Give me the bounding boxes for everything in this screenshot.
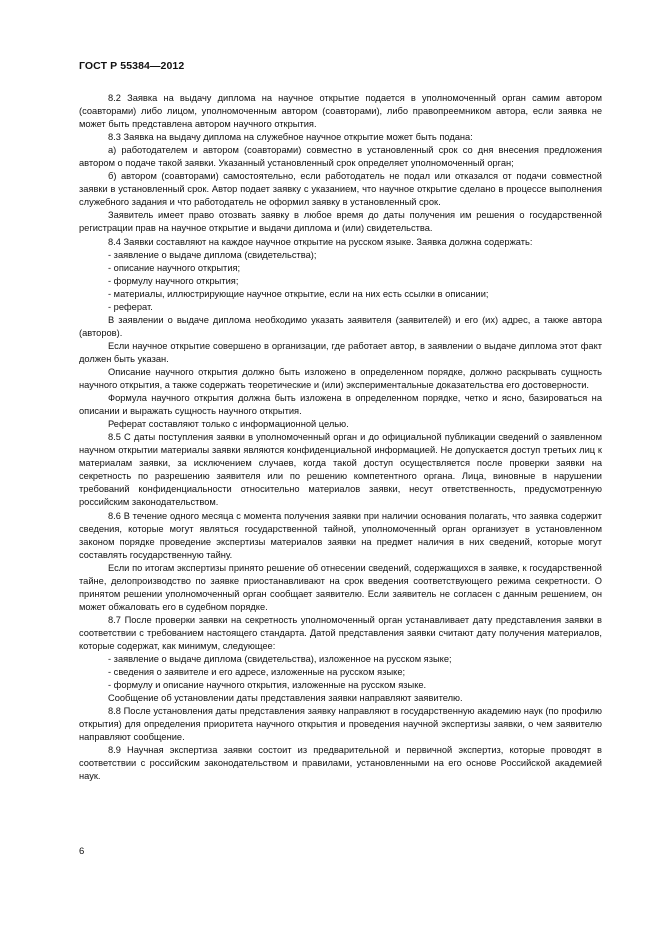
paragraph-description: Описание научного открытия должно быть изложено в определенном порядке, должно раскрывать сущность научного открытия, а также содержать теоретические и (или) экспериментальные доказательства его достоверности.: [79, 366, 602, 391]
paragraph-8-3: 8.3 Заявка на выдачу диплома на служебное научное открытие может быть подана:: [108, 132, 473, 143]
list-item: - формулу и описание научного открытия, изложенные на русском языке.: [108, 680, 427, 691]
paragraph-8-7: 8.7 После проверки заявки на секретность уполномоченный орган устанавливает дату представления заявки в соответствии с требованием настоящего стандарта. Датой представления заявки считают дату получения материалов, которые содержат, как минимум, следующее:: [79, 614, 602, 651]
standard-header: ГОСТ Р 55384—2012: [79, 60, 185, 72]
paragraph-8-3-b: б) автором (соавторами) самостоятельно, если работодатель не подал или отказался от подачи совместной заявки в установленный срок. Автор подает заявку с указанием, что научное открытие сделано в процессе выполнения служебного задания и что работодатель не оформил заявку в установленный срок.: [79, 171, 602, 208]
paragraph-8-3-a: а) работодателем и автором (соавторами) совместно в установленный срок со дня внесения предложения автором о подаче такой заявки. Указанный установленный срок определяет уполномоченный орган;: [79, 145, 602, 169]
paragraph-formula: Формула научного открытия должна быть изложена в определенном порядке, четко и ясно, базироваться на описании и выражать сущность научного открытия.: [79, 393, 602, 417]
paragraph-8-5: 8.5 С даты поступления заявки в уполномоченный орган и до официальной публикации сведений о заявленном научном открытии материалы заявки являются конфиденциальной информацией. Не допускается доступ третьих лиц к материалам заявки, за исключением случаев, когда такой доступ осуществляется после проверки заявки на секретность по разрешению заявителя или по решению компетентного органа. Лица, виновные в нарушении требований конфиденциальности относительно материалов заявки, несут ответственность, предусмотренную российским законодательством.: [79, 432, 602, 508]
list-item: - реферат.: [108, 301, 153, 312]
list-item: - формулу научного открытия;: [108, 275, 239, 286]
paragraph-8-6: 8.6 В течение одного месяца с момента получения заявки при наличии основания полагать, что заявка содержит сведения, которые могут являться государственной тайной, уполномоченный орган организует в установленном законом порядке проведение экспертизы материалов заявки на предмет наличия в них сведений, которые могут составлять государственную тайну.: [79, 510, 602, 560]
paragraph-organization: Если научное открытие совершено в организации, где работает автор, в заявлении о выдаче диплома этот факт должен быть указан.: [79, 340, 602, 364]
paragraph-secrecy: Если по итогам экспертизы принято решение об отнесении сведений, содержащихся в заявке, к государственной тайне, делопроизводство по заявке приостанавливают на срок введения соответствующего режима секретности. О принятом решении уполномоченный орган сообщает заявителю. Если заявитель не согласен с данным решением, он может обжаловать его в судебном порядке.: [79, 562, 602, 612]
document-body: [79, 92, 602, 783]
list-item: - заявление о выдаче диплома (свидетельства), изложенное на русском языке;: [108, 654, 452, 665]
paragraph-notice: Сообщение об установлении даты представления заявки направляют заявителю.: [108, 693, 463, 704]
paragraph-withdraw: Заявитель имеет право отозвать заявку в любое время до даты получения им решения о государственной регистрации прав на научное открытие и выдачи диплома и (или) свидетельства.: [79, 210, 602, 234]
list-item: - описание научного открытия;: [108, 262, 241, 273]
list-item: - заявление о выдаче диплома (свидетельства);: [108, 249, 317, 260]
paragraph-8-9: 8.9 Научная экспертиза заявки состоит из предварительной и первичной экспертиз, которые проводят в соответствии с российским законодательством и правилами, установленными на его основе Российской академией наук.: [79, 745, 602, 782]
list-item: - сведения о заявителе и его адресе, изложенные на русском языке;: [108, 667, 406, 678]
paragraph-8-8: 8.8 После установления даты представления заявку направляют в государственную академию наук (по профилю открытия) для определения приоритета научного открытия и проведения научной экспертизы заявки, о чем заявителю направляют сообщение.: [79, 706, 602, 743]
paragraph-abstract: Реферат составляют только с информационной целью.: [108, 419, 349, 430]
page-number: 6: [79, 846, 85, 857]
paragraph-applicant: В заявлении о выдаче диплома необходимо указать заявителя (заявителей) и его (их) адрес, а также автора (авторов).: [79, 314, 602, 338]
paragraph-8-2: 8.2 Заявка на выдачу диплома на научное открытие подается в уполномоченный орган самим автором (соавторами) либо лицом, уполномоченным автором (соавторами), либо правопреемником автора, если заявка не может быть представлена автором научного открытия.: [79, 93, 602, 130]
paragraph-8-4: 8.4 Заявки составляют на каждое научное открытие на русском языке. Заявка должна содержать:: [108, 236, 533, 247]
list-item: - материалы, иллюстрирующие научное открытие, если на них есть ссылки в описании;: [108, 288, 489, 299]
